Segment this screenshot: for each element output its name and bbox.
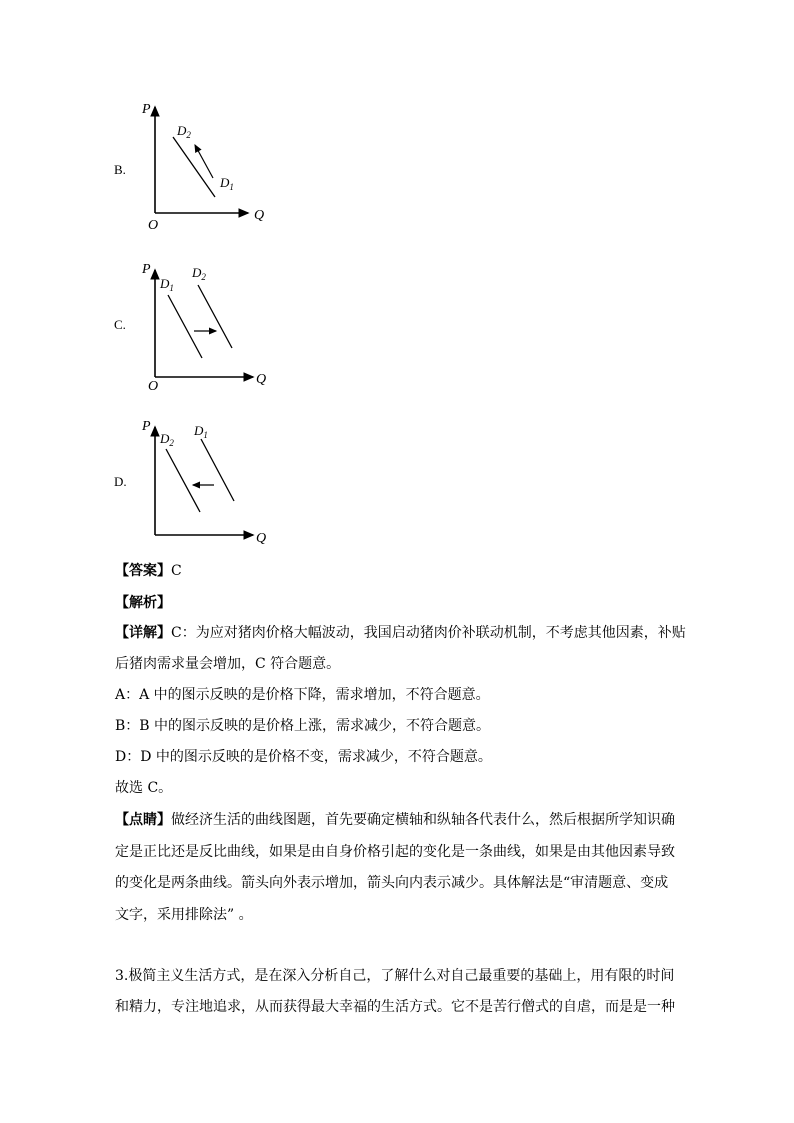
option-label: B.	[114, 162, 126, 177]
chart-option-b	[130, 95, 275, 235]
detail-line-1	[115, 623, 686, 643]
demand-curve-d2	[198, 285, 232, 348]
item-d: D：D 中的图示反映的是价格不变，需求减少，不符合题意。	[115, 749, 492, 765]
chart-option-d	[130, 415, 275, 550]
question-3-line-1: 3.极简主义生活方式，是在深入分析自己，了解什么对自己最重要的基础上，用有限的时间	[115, 968, 675, 984]
detail-text-1: C：为应对猪肉价格大幅波动，我国启动猪肉价补联动机制，不考虑其他因素，补贴	[171, 625, 686, 641]
item-b: B：B 中的图示反映的是价格上涨，需求减少，不符合题意。	[115, 718, 491, 734]
tip-line-3: 的变化是两条曲线。箭头向外表示增加，箭头向内表示减少。具体解法是“审清题意、变成	[115, 875, 669, 891]
tip-text-1: 做经济生活的曲线图题，首先要确定横轴和纵轴各代表什么，然后根据所学知识确	[171, 812, 675, 828]
answer-tag: 【答案】	[115, 563, 171, 579]
tip-tag: 【点睛】	[115, 812, 171, 828]
curve-label-d1: $D_1$	[220, 175, 234, 192]
tip-line-2: 定是正比还是反比曲线，如果是由自身价格引起的变化是一条曲线，如果是由其他因素导致	[115, 844, 675, 860]
axis-label-q: Q	[256, 372, 267, 387]
demand-curve	[173, 137, 215, 197]
analysis-tag: 【解析】	[115, 595, 171, 611]
option-label: C.	[114, 317, 126, 332]
curve-label-d1: $D_1$	[160, 276, 174, 293]
axis-label-p: P	[142, 262, 151, 277]
axis-label-q: Q	[254, 208, 265, 223]
demand-curve-d1	[168, 295, 202, 358]
curve-label-d2: $D_2$	[160, 431, 174, 448]
curve-label-d2: $D_2$	[192, 265, 206, 282]
answer-line	[115, 561, 182, 581]
curve-label-d1: $D_1$	[194, 423, 208, 440]
chart-option-c	[130, 255, 275, 395]
demand-curve-d2	[166, 449, 200, 512]
axis-label-p: P	[142, 102, 151, 117]
detail-line-2: 后猪肉需求量会增加，C 符合题意。	[115, 656, 341, 672]
origin-label: O	[148, 218, 159, 233]
tip-line-1	[115, 810, 675, 830]
item-a: A：A 中的图示反映的是价格下降，需求增加，不符合题意。	[115, 687, 490, 703]
answer-value: C	[171, 563, 182, 579]
axis-label-q: Q	[256, 531, 267, 546]
axis-label-p: P	[142, 419, 151, 434]
origin-label: O	[148, 379, 159, 394]
curve-label-d2: $D_2$	[177, 123, 191, 140]
detail-tag: 【详解】	[115, 625, 171, 641]
question-3-line-2: 和精力，专注地追求，从而获得最大幸福的生活方式。它不是苦行僧式的自虐，而是是一种	[115, 999, 675, 1015]
tip-line-4: 文字，采用排除法” 。	[115, 907, 253, 923]
final-choice: 故选 C。	[115, 780, 173, 796]
option-label: D.	[114, 474, 127, 489]
demand-curve-d1	[201, 439, 234, 501]
